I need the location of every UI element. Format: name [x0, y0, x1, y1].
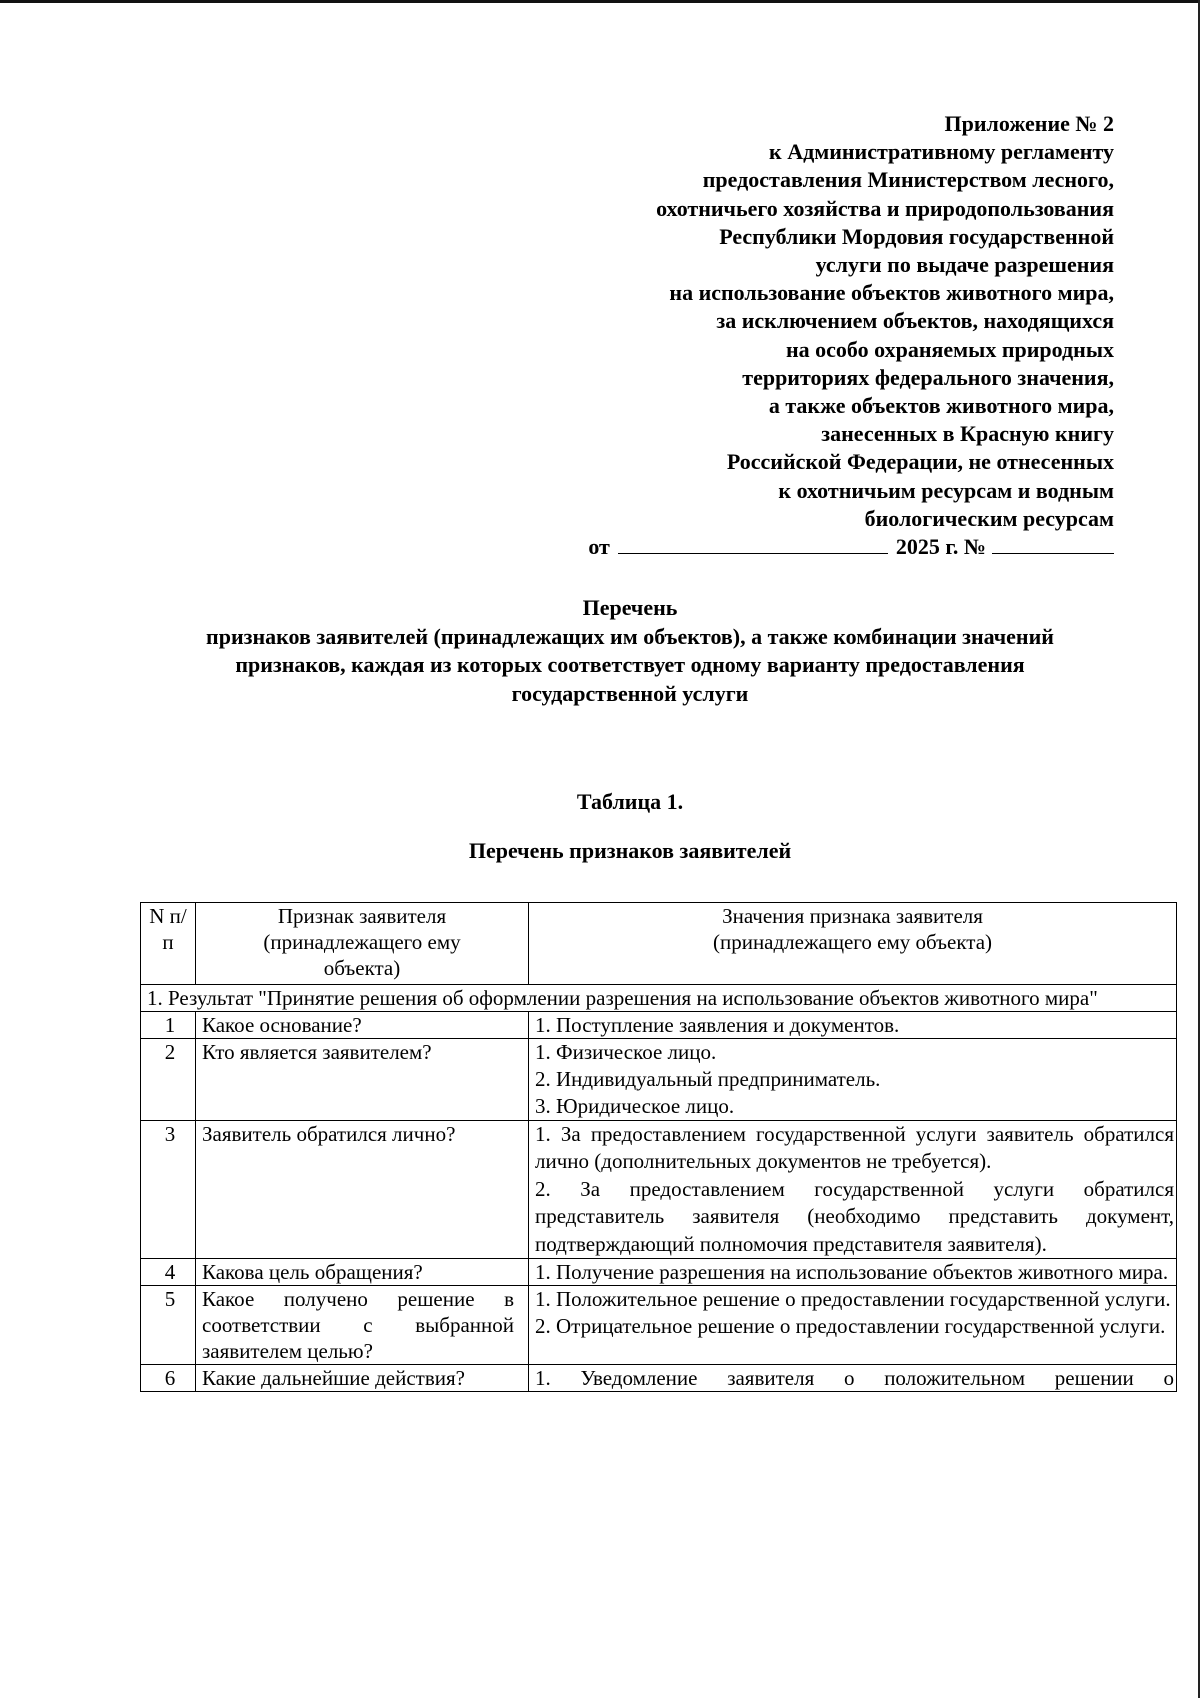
row-num: 1: [141, 1012, 196, 1039]
row-value: 2. Отрицательное решение о предоставлении государственной услуги.: [535, 1314, 1166, 1339]
header-sign: Признак заявителя (принадлежащего ему объекта): [196, 903, 529, 985]
row-values: [529, 1365, 1177, 1392]
approval-line: за исключением объектов, находящихся: [716, 308, 1114, 334]
approval-line: на особо охраняемых природных: [785, 336, 1114, 362]
row-question: Какова цель обращения?: [196, 1259, 529, 1286]
row-values: [529, 1259, 1177, 1286]
title-line: признаков заявителей (принадлежащих им объектов), а также комбинации значений: [206, 623, 1054, 649]
approval-line: предоставления Министерством лесного,: [702, 167, 1114, 193]
section-title: 1. Результат "Принятие решения об оформлении разрешения на использование объектов животного мира": [141, 985, 1177, 1012]
table-row: [141, 1012, 1177, 1039]
row-num: 2: [141, 1039, 196, 1121]
row-question: Какие дальнейшие действия?: [196, 1365, 529, 1392]
signs-table: [140, 902, 1177, 1392]
approval-line: к Административному регламенту: [769, 139, 1114, 165]
approval-line: занесенных в Красную книгу: [821, 421, 1114, 447]
approval-date-line: [554, 533, 1114, 561]
row-value: 1. Уведомление заявителя о положительном решении о: [535, 1366, 1174, 1391]
scan-top-edge: [0, 0, 1200, 3]
approval-line: Республики Мордовия государственной: [719, 223, 1114, 249]
row-values: [529, 1012, 1177, 1039]
row-values: [529, 1039, 1177, 1121]
row-values: [529, 1121, 1177, 1259]
approval-line: к охотничьим ресурсам и водным: [778, 477, 1114, 503]
title-line: Перечень: [582, 595, 678, 620]
row-question: Кто является заявителем?: [196, 1039, 529, 1121]
approval-line: биологическим ресурсам: [864, 505, 1114, 531]
approval-line: охотничьего хозяйства и природопользования: [656, 195, 1114, 221]
approval-line: территориях федерального значения,: [742, 364, 1114, 390]
table-row: [141, 1259, 1177, 1286]
table-row: [141, 1039, 1177, 1121]
row-value: 2. Индивидуальный предприниматель.: [535, 1067, 881, 1091]
header-num: N п/ п: [141, 903, 196, 985]
row-value: 1. Положительное решение о предоставлении государственной услуги.: [535, 1287, 1171, 1312]
table-subcaption: Перечень признаков заявителей: [468, 838, 792, 863]
row-question: Какое основание?: [196, 1012, 529, 1039]
title-line: признаков, каждая из которых соответствует одному варианту предоставления: [235, 652, 1025, 678]
row-num: 6: [141, 1365, 196, 1392]
approval-line: а также объектов животного мира,: [768, 393, 1114, 419]
header-values: Значения признака заявителя (принадлежащего ему объекта): [529, 903, 1177, 985]
row-value: 3. Юридическое лицо.: [535, 1094, 735, 1118]
row-num: 3: [141, 1121, 196, 1259]
row-num: 4: [141, 1259, 196, 1286]
row-value: 2. За предоставлением государственной услуги обратился представитель заявителя (необходимо представить документ, подтверждающий полномочия представителя заявителя).: [535, 1176, 1174, 1256]
number-blank: [992, 535, 1114, 554]
date-blank: [618, 535, 888, 554]
row-value: 1. Физическое лицо.: [535, 1040, 717, 1064]
approval-line: на использование объектов животного мира,: [669, 280, 1114, 306]
approval-line: Приложение № 2: [944, 111, 1114, 136]
table-caption: Таблица 1.: [576, 789, 684, 814]
table-row: [141, 1121, 1177, 1259]
title-line: государственной услуги: [511, 680, 749, 706]
row-num: 5: [141, 1286, 196, 1365]
table-section-row: [141, 985, 1177, 1012]
table-header-row: [141, 903, 1177, 985]
row-value: 1. Поступление заявления и документов.: [535, 1013, 900, 1037]
approval-line: Российской Федерации, не отнесенных: [726, 449, 1114, 475]
date-prefix: от: [588, 534, 610, 560]
row-values: [529, 1286, 1177, 1365]
date-year: 2025 г. №: [895, 534, 986, 560]
approval-line: услуги по выдаче разрешения: [815, 252, 1114, 278]
appendix-approval-block: [554, 110, 1114, 561]
table-row: [141, 1286, 1177, 1365]
row-question: Какое получено решение в соответствии с выбранной заявителем целью?: [196, 1286, 529, 1365]
row-value: 1. За предоставлением государственной услуги заявитель обратился лично (дополнительных документов не требуется).: [535, 1122, 1174, 1174]
document-title: [140, 594, 1120, 708]
row-question: Заявитель обратился лично?: [196, 1121, 529, 1259]
table-row: [141, 1365, 1177, 1392]
row-value: 1. Получение разрешения на использование объектов животного мира.: [535, 1260, 1169, 1285]
